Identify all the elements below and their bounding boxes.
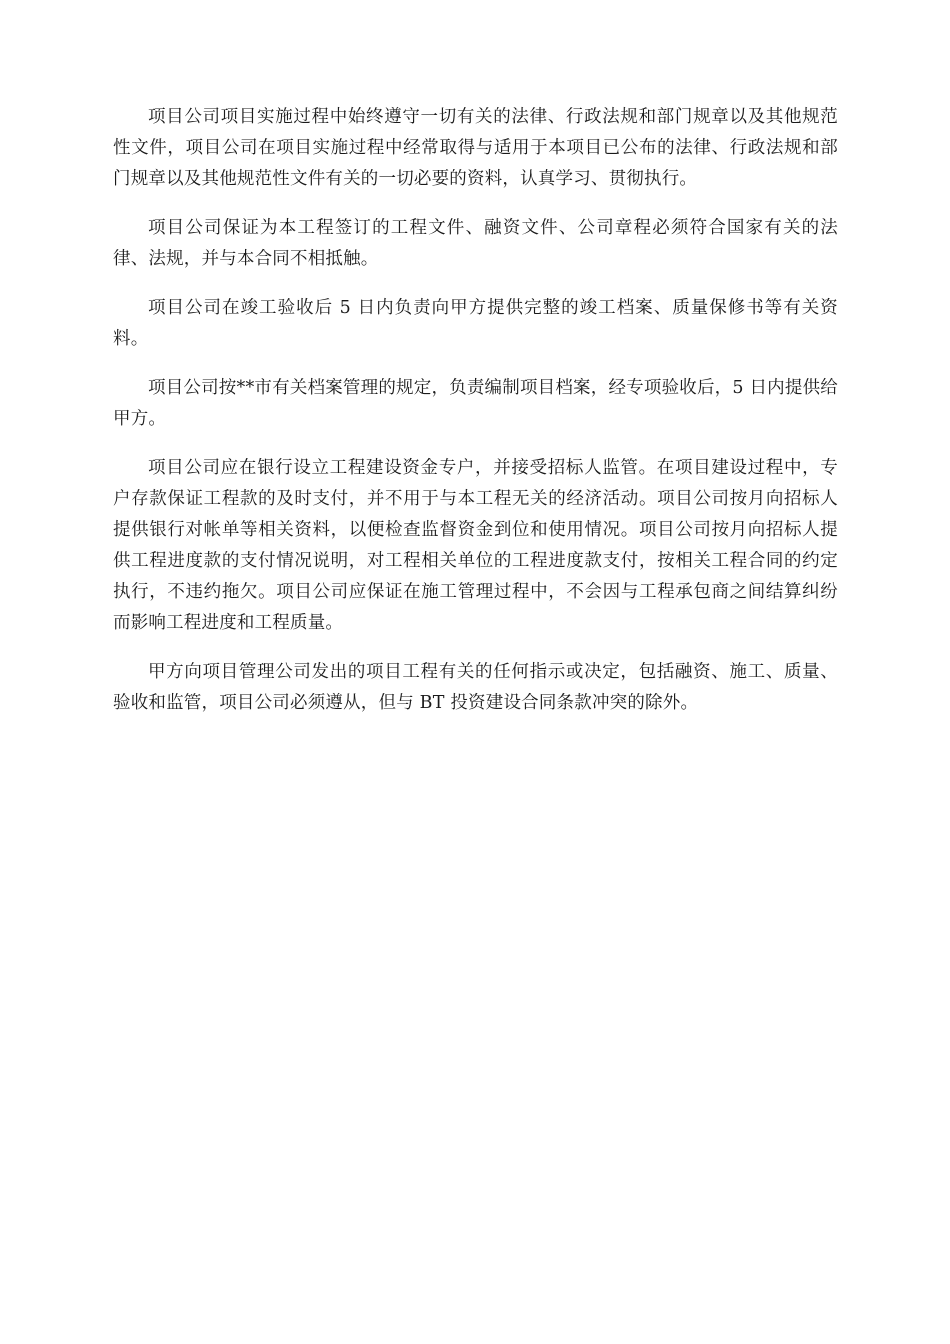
paragraph-document-conformity: 项目公司保证为本工程签订的工程文件、融资文件、公司章程必须符合国家有关的法律、法规，并与本合同不相抵触。 [113, 218, 838, 269]
paragraph-project-archives: 项目公司按**市有关档案管理的规定，负责编制项目档案，经专项验收后，5 日内提供给甲方。 [113, 378, 838, 429]
paragraph-completion-archives: 项目公司在竣工验收后 5 日内负责向甲方提供完整的竣工档案、质量保修书等有关资料。 [113, 298, 838, 349]
paragraph-legal-compliance: 项目公司项目实施过程中始终遵守一切有关的法律、行政法规和部门规章以及其他规范性文件，项目公司在项目实施过程中经常取得与适用于本项目已公布的法律、行政法规和部门规章以及其他规范性文件有关的一切必要的资料，认真学习、贯彻执行。 [113, 107, 838, 189]
paragraph-fund-account: 项目公司应在银行设立工程建设资金专户，并接受招标人监管。在项目建设过程中，专户存款保证工程款的及时支付，并不用于与本工程无关的经济活动。项目公司按月向招标人提供银行对帐单等相关资料，以便检查监督资金到位和使用情况。项目公司按月向招标人提供工程进度款的支付情况说明，对工程相关单位的工程进度款支付，按相关工程合同的约定执行，不违约拖欠。项目公司应保证在施工管理过程中，不会因与工程承包商之间结算纠纷而影响工程进度和工程质量。 [113, 458, 838, 633]
document-body [113, 102, 838, 737]
paragraph-instructions: 甲方向项目管理公司发出的项目工程有关的任何指示或决定，包括融资、施工、质量、验收和监管，项目公司必须遵从，但与 BT 投资建设合同条款冲突的除外。 [113, 662, 838, 713]
